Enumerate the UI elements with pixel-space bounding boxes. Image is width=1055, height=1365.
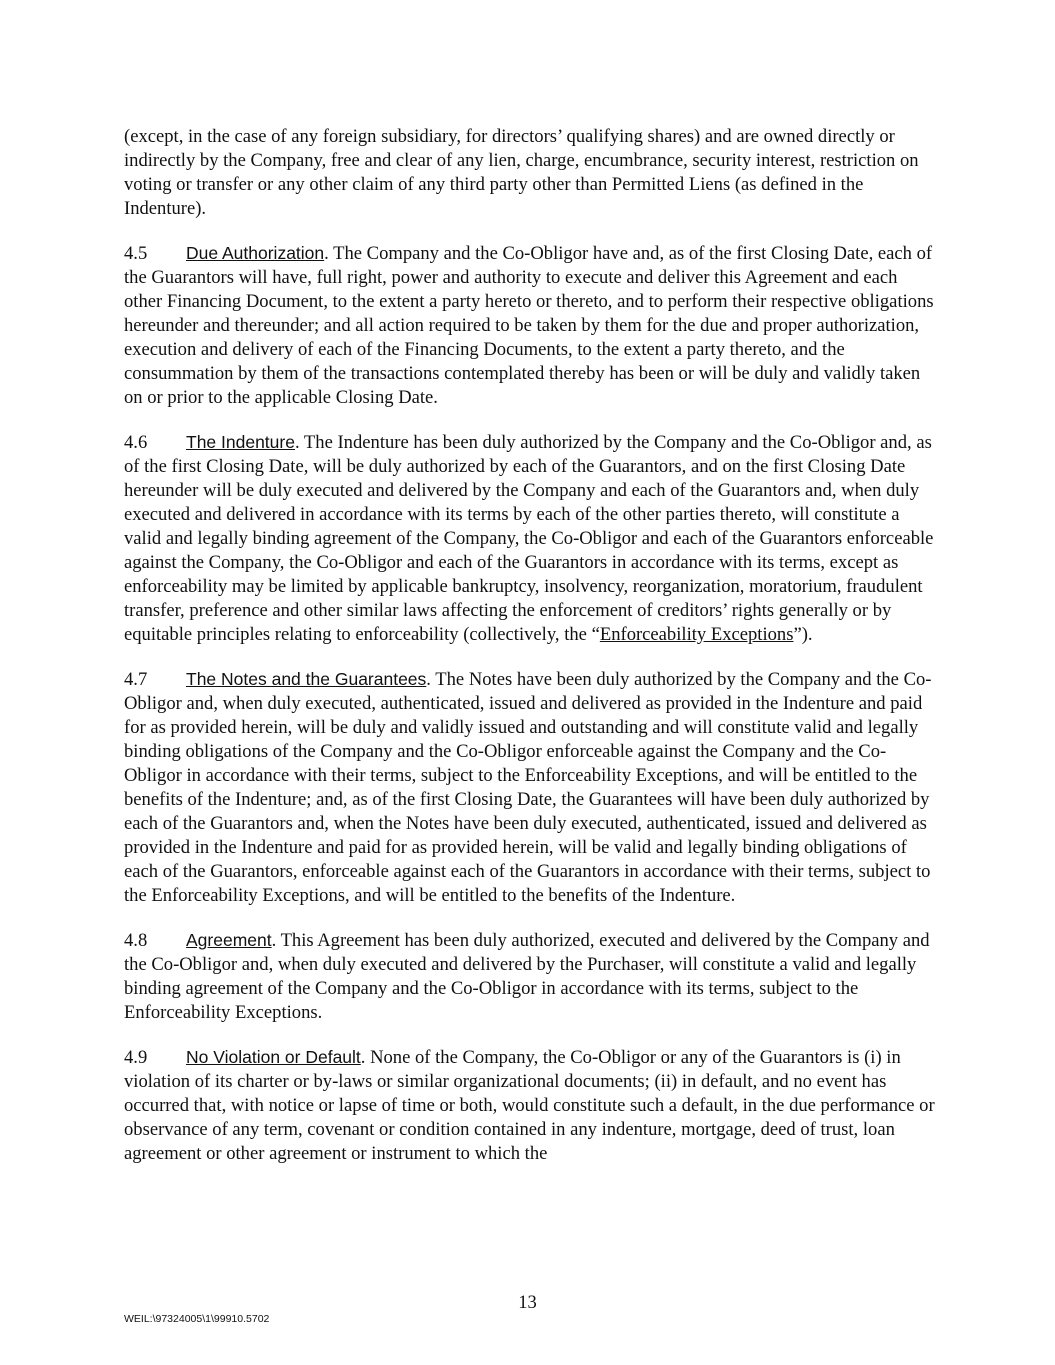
section-4-6 [124,430,936,647]
section-body: . The Company and the Co-Obligor have and, as of the first Closing Date, each of the Guarantors will have, full right, power and authority to execute and deliver this Agreement and each other Financing Document, to the extent a party hereto or thereto, and to perform their respective obligations hereunder and thereunder; and all action required to be taken by them for the due and proper authorization, execution and delivery of each of the Financing Documents, to the extent a party thereto, and the consummation by them of the transactions contemplated thereby has been or will be duly and validly taken on or prior to the applicable Closing Date. [124,243,934,408]
section-4-7 [124,667,936,908]
section-number: 4.5 [124,243,148,264]
section-number: 4.6 [124,432,148,453]
section-body: . None of the Company, the Co-Obligor or any of the Guarantors is (i) in violation of its charter or by-laws or similar organizational documents; (ii) in default, and no event has occurred that, with notice or lapse of time or both, would constitute such a default, in the due performance or observance of any term, covenant or condition contained in any indenture, mortgage, deed of trust, loan agreement or other agreement or instrument to which the [124,1047,935,1164]
section-4-5 [124,241,936,410]
section-number: 4.9 [124,1047,148,1068]
section-body: . The Indenture has been duly authorized by the Company and the Co-Obligor and, as of the first Closing Date, will be duly authorized by each of the Guarantors, and on the first Closing Date hereunder will be duly executed and delivered by the Company and each of the Guarantors and, when duly executed and delivered in accordance with its terms by each of the other parties thereto, will constitute a valid and legally binding agreement of the Company, the Co-Obligor and each of the Guarantors enforceable against the Company, the Co-Obligor and each of the Guarantors in accordance with its terms, except as enforceability may be limited by applicable bankruptcy, insolvency, reorganization, moratorium, fraudulent transfer, preference and other similar laws affecting the enforcement of creditors’ rights generally or by equitable principles relating to enforceability (collectively, the “ [124,432,934,645]
section-body: . The Notes have been duly authorized by the Company and the Co-Obligor and, when duly executed, authenticated, issued and delivered as provided in the Indenture and paid for as provided herein, will be duly and validly issued and outstanding and will constitute valid and legally binding obligations of the Company and the Co-Obligor enforceable against the Company and the Co-Obligor in accordance with their terms, subject to the Enforceability Exceptions, and will be entitled to the benefits of the Indenture; and, as of the first Closing Date, the Guarantees will have been duly authorized by each of the Guarantors and, when the Notes have been duly executed, authenticated, issued and delivered as provided in the Indenture and paid for as provided herein, will be valid and legally binding obligations of each of the Guarantors, enforceable against each of the Guarantors in accordance with their terms, subject to the Enforceability Exceptions, and will be entitled to the benefits of the Indenture. [124,669,932,906]
section-4-9 [124,1045,936,1166]
section-heading: The Notes and the Guarantees [186,669,427,689]
section-body-end: ”). [793,624,813,645]
section-heading: Agreement [186,930,272,950]
document-page [124,125,936,1186]
section-body: . This Agreement has been duly authorized, executed and delivered by the Company and the Co-Obligor and, when duly executed and delivered by the Purchaser, will constitute a valid and legally binding agreement of the Company and the Co-Obligor in accordance with its terms, subject to the Enforceability Exceptions. [124,930,930,1023]
defined-term: Enforceability Exceptions [599,624,794,645]
document-id: WEIL:\97324005\1\99910.5702 [124,1313,270,1325]
continuation-paragraph: (except, in the case of any foreign subsidiary, for directors’ qualifying shares) and are owned directly or indirectly by the Company, free and clear of any lien, charge, encumbrance, security interest, restriction on voting or transfer or any other claim of any third party other than Permitted Liens (as defined in the Indenture). [124,126,919,219]
page-number: 13 [518,1292,537,1313]
section-heading: The Indenture [186,432,295,452]
section-number: 4.7 [124,669,148,690]
section-number: 4.8 [124,930,148,951]
section-4-8 [124,928,936,1025]
section-heading: No Violation or Default [186,1047,361,1067]
section-heading: Due Authorization [186,243,325,263]
